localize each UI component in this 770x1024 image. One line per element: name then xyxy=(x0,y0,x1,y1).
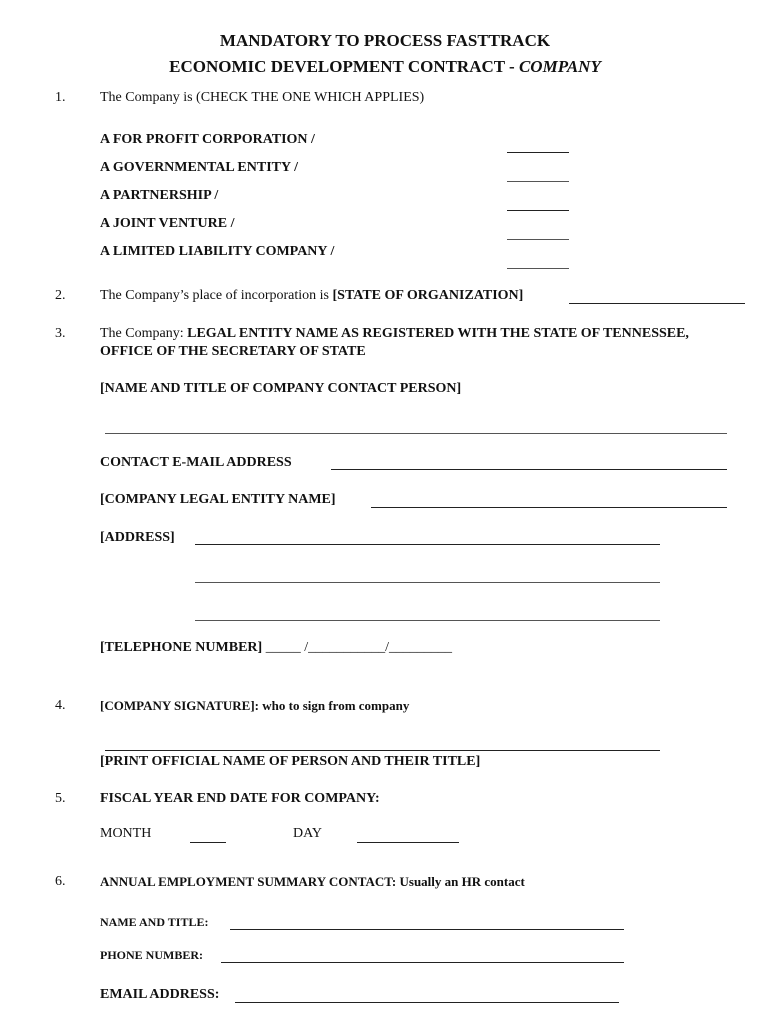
address-label: [ADDRESS] xyxy=(100,530,175,545)
month-label: MONTH xyxy=(100,826,152,841)
q2-text xyxy=(100,288,523,304)
option-governmental-blank[interactable] xyxy=(507,181,569,182)
option-llc: A LIMITED LIABILITY COMPANY / xyxy=(100,244,335,259)
hr-name-title-label: NAME AND TITLE: xyxy=(100,915,209,929)
telephone-row xyxy=(100,640,452,656)
q3-bold-line1: LEGAL ENTITY NAME AS REGISTERED WITH THE STATE OF TENNESSEE, xyxy=(187,326,689,341)
contact-person-label: [NAME AND TITLE OF COMPANY CONTACT PERSON] xyxy=(100,381,462,396)
state-of-organization-blank[interactable] xyxy=(569,303,745,304)
option-partnership: A PARTNERSHIP / xyxy=(100,188,219,203)
hr-phone-blank[interactable] xyxy=(221,962,624,963)
option-for-profit: A FOR PROFIT CORPORATION / xyxy=(100,132,315,147)
q6-number: 6. xyxy=(55,874,66,889)
day-label: DAY xyxy=(293,826,323,841)
option-joint-venture: A JOINT VENTURE / xyxy=(100,216,235,231)
month-blank[interactable] xyxy=(190,842,226,843)
legal-entity-name-label: [COMPANY LEGAL ENTITY NAME] xyxy=(100,492,336,507)
q3-bold-line2: OFFICE OF THE SECRETARY OF STATE xyxy=(100,344,366,359)
contact-person-blank[interactable] xyxy=(105,433,727,434)
option-for-profit-blank[interactable] xyxy=(507,152,569,153)
employment-contact-label: ANNUAL EMPLOYMENT SUMMARY CONTACT: Usually an HR contact xyxy=(100,874,525,889)
day-blank[interactable] xyxy=(357,842,459,843)
telephone-blank[interactable]: _____ /___________/_________ xyxy=(265,640,452,655)
hr-email-blank[interactable] xyxy=(235,1002,619,1003)
fiscal-year-label: FISCAL YEAR END DATE FOR COMPANY: xyxy=(100,791,380,806)
contact-email-label: CONTACT E-MAIL ADDRESS xyxy=(100,455,292,470)
print-name-label: [PRINT OFFICIAL NAME OF PERSON AND THEIR TITLE] xyxy=(100,754,481,769)
hr-email-label: EMAIL ADDRESS: xyxy=(100,987,220,1002)
form-title-prefix: ECONOMIC DEVELOPMENT CONTRACT - xyxy=(169,57,519,76)
signature-blank[interactable] xyxy=(105,750,660,751)
address-blank-3[interactable] xyxy=(195,620,660,621)
q2-bold: [STATE OF ORGANIZATION] xyxy=(332,288,524,303)
q3-line1 xyxy=(100,326,689,342)
company-signature-label: [COMPANY SIGNATURE]: who to sign from company xyxy=(100,698,410,713)
form-title-line1: MANDATORY TO PROCESS FASTTRACK xyxy=(219,31,551,50)
q1-number: 1. xyxy=(55,90,66,105)
hr-phone-label: PHONE NUMBER: xyxy=(100,948,203,962)
form-title-company: COMPANY xyxy=(518,57,601,76)
hr-name-title-blank[interactable] xyxy=(230,929,624,930)
option-llc-blank[interactable] xyxy=(507,268,569,269)
option-partnership-blank[interactable] xyxy=(507,210,569,211)
address-blank-1[interactable] xyxy=(195,544,660,545)
form-title-line2 xyxy=(0,57,770,77)
q4-number: 4. xyxy=(55,698,66,713)
q1-text: The Company is (CHECK THE ONE WHICH APPLIES) xyxy=(100,90,425,105)
legal-entity-name-blank[interactable] xyxy=(371,507,727,508)
telephone-label: [TELEPHONE NUMBER] xyxy=(100,640,263,655)
option-joint-venture-blank[interactable] xyxy=(507,239,569,240)
q5-number: 5. xyxy=(55,791,66,806)
q2-plain: The Company’s place of incorporation is xyxy=(100,288,333,303)
q3-number: 3. xyxy=(55,326,66,341)
address-blank-2[interactable] xyxy=(195,582,660,583)
contact-email-blank[interactable] xyxy=(331,469,727,470)
q2-number: 2. xyxy=(55,288,66,303)
q3-prefix: The Company: xyxy=(100,326,188,341)
option-governmental: A GOVERNMENTAL ENTITY / xyxy=(100,160,298,175)
